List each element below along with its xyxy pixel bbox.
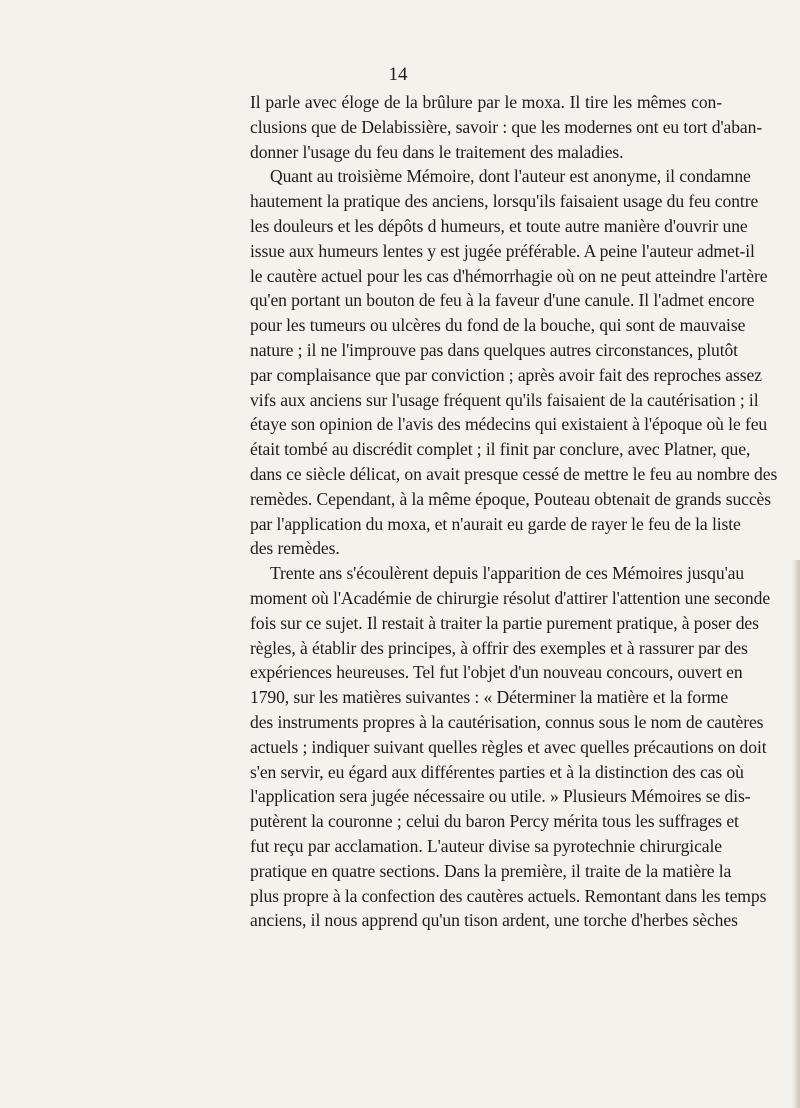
page-number: 14	[388, 64, 408, 85]
text-line: fois sur ce sujet. Il restait à traiter la partie purement pratique, à poser des	[250, 612, 759, 633]
text-line: étaye son opinion de l'avis des médecins qui existaient à l'époque où le feu	[250, 414, 768, 435]
text-line: qu'en portant un bouton de feu à la faveur d'une canule. Il l'admet encore	[250, 290, 755, 311]
text-line: par complaisance que par conviction ; après avoir fait des reproches assez	[250, 364, 762, 385]
text-line: plus propre à la confection des cautères actuels. Remontant dans les temps	[250, 885, 767, 906]
text-line: fut reçu par acclamation. L'auteur divise sa pyrotechnie chirurgicale	[250, 835, 722, 856]
text-line: nature ; il ne l'improuve pas dans quelques autres circonstances, plutôt	[250, 339, 738, 360]
body-text	[250, 90, 778, 933]
text-line: était tombé au discrédit complet ; il finit par conclure, avec Platner, que,	[250, 439, 751, 460]
text-line: vifs aux anciens sur l'usage fréquent qu'ils faisaient de la cautérisation ; il	[250, 389, 759, 410]
text-line: putèrent la couronne ; celui du baron Percy mérita tous les suffrages et	[250, 811, 739, 832]
text-line: remèdes. Cependant, à la même époque, Pouteau obtenait de grands succès	[250, 488, 772, 509]
page-edge-shadow	[792, 560, 800, 1108]
text-line: moment où l'Académie de chirurgie résolut d'attirer l'attention une seconde	[250, 587, 771, 608]
text-line: des remèdes.	[250, 538, 340, 559]
text-line: des instruments propres à la cautérisation, connus sous le nom de cautères	[250, 711, 764, 732]
text-line: pratique en quatre sections. Dans la première, il traite de la matière la	[250, 860, 732, 881]
text-line: l'application sera jugée nécessaire ou utile. » Plusieurs Mémoires se dis-	[250, 786, 751, 807]
text-line: règles, à établir des principes, à offrir des exemples et à rassurer par des	[250, 637, 748, 658]
text-line: 1790, sur les matières suivantes : « Déterminer la matière et la forme	[250, 687, 729, 708]
text-line: Quant au troisième Mémoire, dont l'auteur est anonyme, il condamne	[270, 166, 751, 187]
text-line: issue aux humeurs lentes y est jugée préférable. A peine l'auteur admet-il	[250, 240, 755, 261]
text-line: pour les tumeurs ou ulcères du fond de la bouche, qui sont de mauvaise	[250, 315, 746, 336]
text-line: dans ce siècle délicat, on avait presque cessé de mettre le feu au nombre des	[250, 463, 778, 484]
text-line: le cautère actuel pour les cas d'hémorrhagie où on ne peut atteindre l'artère	[250, 265, 768, 286]
text-line: s'en servir, eu égard aux différentes parties et à la distinction des cas où	[250, 761, 744, 782]
text-line: les douleurs et les dépôts d humeurs, et toute autre manière d'ouvrir une	[250, 215, 748, 236]
text-line: actuels ; indiquer suivant quelles règles et avec quelles précautions on doit	[250, 736, 767, 757]
text-line: anciens, il nous apprend qu'un tison ardent, une torche d'herbes sèches	[250, 910, 738, 931]
text-line: Il parle avec éloge de la brûlure par le moxa. Il tire les mêmes con-	[250, 92, 722, 112]
text-line: expériences heureuses. Tel fut l'objet d'un nouveau concours, ouvert en	[250, 662, 743, 683]
text-line: donner l'usage du feu dans le traitement des maladies.	[250, 141, 624, 162]
text-line: par l'application du moxa, et n'aurait eu garde de rayer le feu de la liste	[250, 513, 741, 534]
text-line: Trente ans s'écoulèrent depuis l'apparition de ces Mémoires jusqu'au	[270, 563, 745, 584]
text-line: clusions que de Delabissière, savoir : que les modernes ont eu tort d'aban-	[250, 116, 763, 137]
text-line: hautement la pratique des anciens, lorsqu'ils faisaient usage du feu contre	[250, 191, 759, 212]
